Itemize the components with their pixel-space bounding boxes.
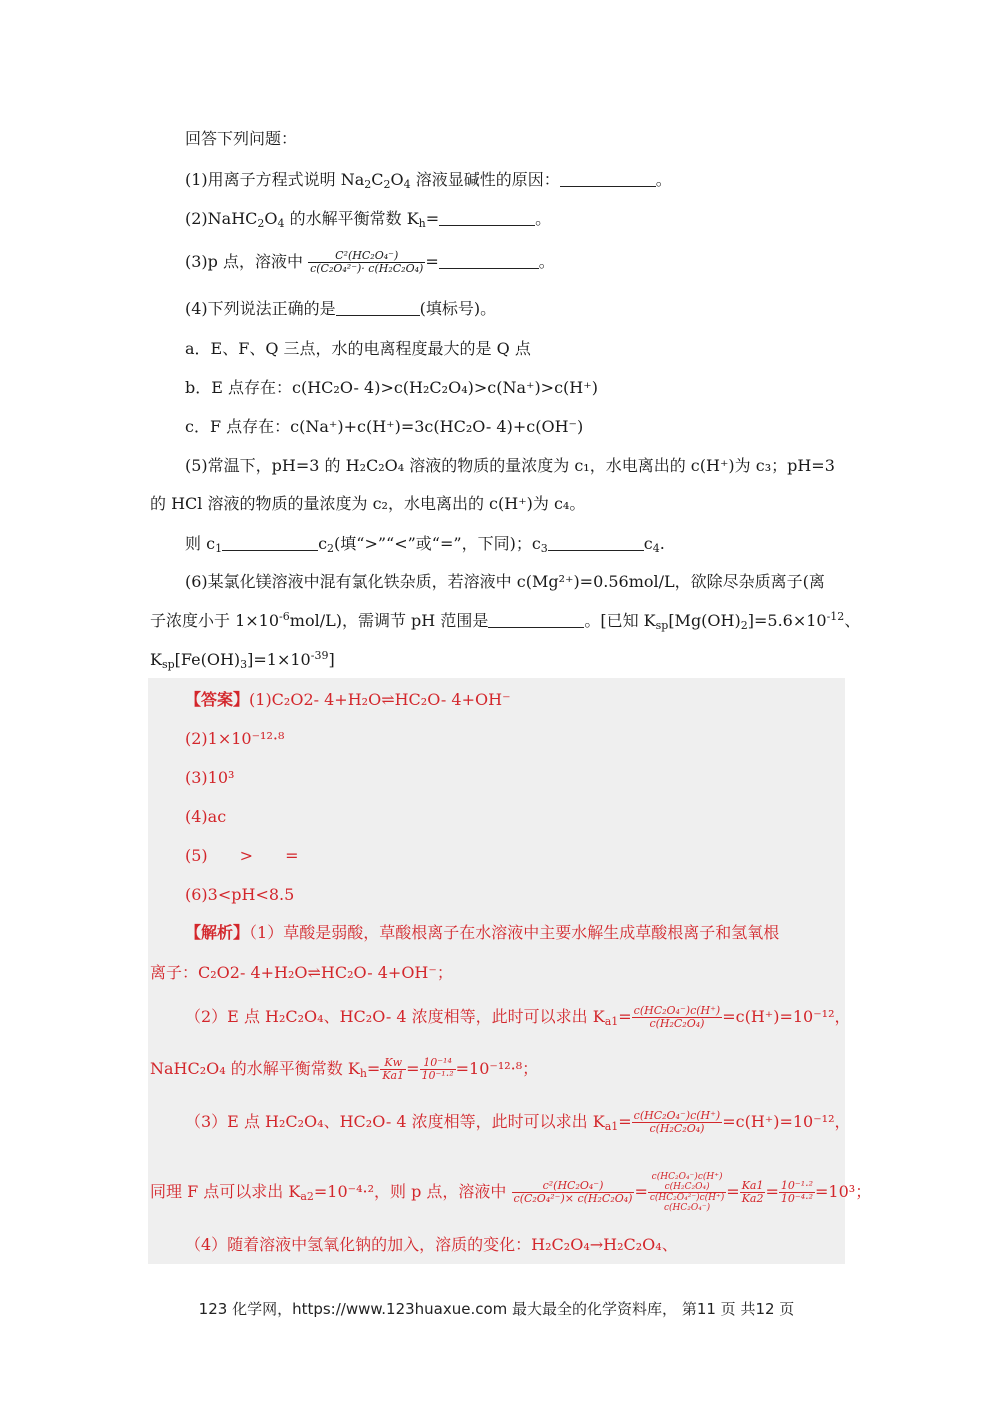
analysis-line1: 【解析】（1）草酸是弱酸，草酸根离子在水溶液中主要水解生成草酸根离子和氢氧根 [185, 923, 780, 942]
question-3: (3)p 点，溶液中 $\frac{\text{C²(HC₂O₄⁻)}}{\text{c(C₂O₄²⁻)· c(H₂C₂O₄)}}$ = 。 [185, 249, 555, 275]
analysis-line3: （2）E 点 H₂C₂O₄、HC₂O- 4 浓度相等，此时可以求出 $K_{a1}=$ $\frac{\text{c(HC₂O₄⁻)c(H⁺)}}{\text{c(H₂C₂O₄)}}$ =c(H⁺)=10⁻¹²， [185, 1004, 851, 1030]
question-2: $(2)NaHC_2O_4$ 的水解平衡常数 $K_h=$ 。 [185, 209, 552, 230]
q3-fraction: $\frac{\text{C²(HC₂O₄⁻)}}{\text{c(C₂O₄²⁻)· c(H₂C₂O₄)}}$ [310, 249, 424, 275]
question-1: (1)用离子方程式说明 $Na_2C_2O_4$ 溶液显碱性的原因： 。 [185, 170, 672, 191]
answer-blank-2[interactable] [439, 209, 535, 226]
analysis-line4: NaHC₂O₄ 的水解平衡常数 $K_h=$ $\frac{Kw}{Ka1}$ = $\frac{\text{10⁻¹⁴}}{\text{10⁻¹·²}}$ =10⁻¹²·⁸； [150, 1056, 539, 1082]
answer-1: 【答案】(1)C₂O2- 4+H₂O⇌HC₂O- 4+OH⁻ [185, 690, 511, 709]
answer-6: (6)3<pH<8.5 [185, 885, 295, 904]
analysis-line7: （4）随着溶液中氢氧化钠的加入，溶质的变化：H₂C₂O₄→H₂C₂O₄、 [185, 1235, 678, 1254]
question-6-line1: (6)某氯化镁溶液中混有氯化铁杂质，若溶液中 c(Mg²⁺)=0.56mol/L，欲除尽杂质离子(离 [185, 572, 825, 591]
question-6-line3: $K_{sp}[Fe(OH)_3]=1\times 10^{-39}$] [150, 649, 335, 671]
question-5-line3: 则 $c_1$ $c_2$(填“>”“<”或“=”，下同)；$c_3$ $c_4$. [185, 534, 665, 555]
answer-3: (3)10³ [185, 768, 235, 787]
option-c: c．F 点存在：c(Na⁺)+c(H⁺)=3c(HC₂O- 4)+c(OH⁻) [185, 417, 584, 436]
answer-5: (5) > = [185, 846, 299, 865]
answer-blank-5a[interactable] [222, 534, 318, 551]
question-4: (4)下列说法正确的是 (填标号)。 [185, 299, 497, 318]
answer-4: (4)ac [185, 807, 227, 826]
intro-text: 回答下列问题： [185, 129, 298, 148]
answer-blank-4[interactable] [336, 299, 420, 316]
answer-blank-1[interactable] [560, 170, 656, 187]
page-footer: 123 化学网，https://www.123huaxue.com 最大最全的化学资料库， 第11 页 共12 页 [198, 1300, 795, 1318]
analysis-line6: 同理 F 点可以求出 $K_{a2}=10^{-4}\cdot^2$，则 p 点，溶液中 $\frac{\text{c²(HC₂O₄⁻)}}{\text{c(C₂O₄²⁻)× c(H₂C₂O₄)}}$ = c(HC₂O₄⁻)c(H⁺) c(H₂C₂O₄) c(HC₂O₄²⁻)c(H⁺) c(HC₂O₄⁻) = $\frac{Ka1}{Ka2}$ = $\frac{\text{10⁻¹·²}}{\text{10⁻⁴·²}}$ =10³； [150, 1172, 872, 1213]
analysis-line5: （3）E 点 H₂C₂O₄、HC₂O- 4 浓度相等，此时可以求出 $K_{a1}=$ $\frac{\text{c(HC₂O₄⁻)c(H⁺)}}{\text{c(H₂C₂O₄)}}$ =c(H⁺)=10⁻¹²， [185, 1109, 851, 1135]
question-5-line2: 的 HCl 溶液的物质的量浓度为 c₂，水电离出的 c(H⁺)为 c₄。 [150, 494, 586, 513]
question-6-line2: 子浓度小于 $1\times 10^{-6}mol/L$)，需调节 pH 范围是 。[已知 $K_{sp}[Mg(OH)_2]=5.6\times 10^{-12}$、 [150, 610, 861, 632]
option-a: a．E、F、Q 三点，水的电离程度最大的是 Q 点 [185, 339, 531, 358]
question-5-line1: (5)常温下，pH=3 的 H₂C₂O₄ 溶液的物质的量浓度为 c₁，水电离出的 c(H⁺)为 c₃；pH=3 [185, 456, 835, 475]
option-b: b．E 点存在：c(HC₂O- 4)>c(H₂C₂O₄)>c(Na⁺)>c(H⁺) [185, 378, 598, 397]
answer-2: (2)1×10⁻¹²·⁸ [185, 729, 285, 748]
answer-blank-5b[interactable] [548, 534, 644, 551]
analysis-line2: 离子：C₂O2- 4+H₂O⇌HC₂O- 4+OH⁻； [150, 963, 453, 982]
answer-blank-6[interactable] [488, 611, 584, 628]
answer-blank-3[interactable] [439, 252, 539, 269]
